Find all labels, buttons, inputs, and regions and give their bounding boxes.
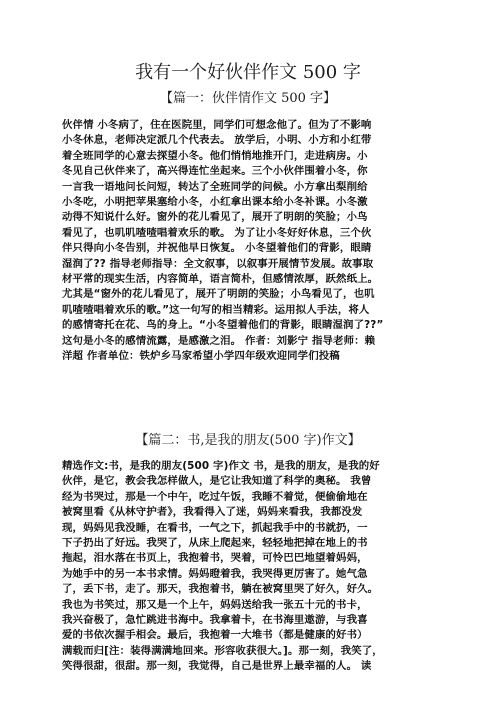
- text-line: 伙伴，是它，教会我怎样做人，是它让我知道了科学的奥秘。 我曾: [62, 475, 372, 488]
- text-line: 了，丢下书，走了。那天，我抱着书，躺在被窝里哭了好久，好久。: [62, 583, 379, 596]
- section-body-2: [62, 459, 434, 675]
- section-heading-2: 【篇二：书,是我的朋友(500 字)作文】: [135, 433, 361, 448]
- text-line: 经为书哭过，那是一个中午，吃过午饭，我睡不着觉，便偷偷地在: [62, 490, 368, 503]
- text-line: 洋超 作者单位：铁炉乡马家希望小学四年级欢迎同学们投稿: [62, 350, 340, 363]
- text-line: 笑得很甜，很甜。那一刻，我觉得，自己是世界上最幸福的人。 读: [62, 660, 372, 673]
- text-line: 现，妈妈见我没睡，在看书，一气之下，抓起我手中的书就扔，一: [62, 521, 368, 534]
- text-line: 下子扔出了好远。我哭了，从床上爬起来，轻轻地把掉在地上的书: [62, 537, 368, 550]
- text-line: 叽喳喳唱着欢乐的歌。”这一句写的相当精彩。运用拟人手法，将人: [62, 303, 370, 316]
- text-line: 这句是小冬的感情流露，是感激之泪。 作者：刘影宁 指导老师：赖: [62, 334, 376, 347]
- text-line: 伴只得向小冬告别，并祝他早日恢复。 小冬望着他们的背影，眼睛: [62, 242, 372, 255]
- text-line: 看见了，也叽叽喳喳唱着欢乐的歌。 为了让小冬好好休息，三个伙: [62, 226, 372, 239]
- text-line: 小冬吃，小明把苹果塞给小冬，小红拿出课本给小冬补课。小冬激: [62, 196, 368, 209]
- text-line: 小冬休息，老师决定派几个代表去。 放学后，小明、小方和小红带: [62, 134, 372, 147]
- text-line: 的感情寄托在花、鸟的身上。“小冬望着他们的背影，眼睛湿润了??”: [62, 319, 384, 332]
- text-line: 动得不知说什么好。窗外的花儿看见了，展开了明朗的笑脸；小鸟: [62, 211, 368, 224]
- text-line: 着全班同学的心意去探望小冬。他们悄悄地推开门，走进病房。小: [62, 149, 368, 162]
- text-line: 我兴奋极了，急忙跳进书海中。我拿着卡，在书海里遨游，与我喜: [62, 614, 368, 627]
- text-line: 被窝里看《从林守护者》，我看得入了迷，妈妈来看我，我都没发: [62, 506, 363, 519]
- text-line: 为她手中的另一本书求情。妈妈瞪着我，我哭得更厉害了。她气急: [62, 567, 368, 580]
- text-line: 冬见自己伙伴来了，高兴得连忙坐起来。三个小伙伴围着小冬，你: [62, 165, 368, 178]
- text-line: 拖起，泪水落在书页上，我抱着书，哭着，可怜巴巴地望着妈妈，: [62, 552, 368, 565]
- section-body-1: [62, 118, 434, 365]
- text-line: 精选作文:书，是我的朋友(500 字)作文 书，是我的朋友，是我的好: [62, 460, 380, 472]
- text-line: 湿润了?? 指导老师指导：全文叙事，以叙事开展情节发展。故事取: [62, 257, 374, 270]
- text-line: 伙伴情 小冬病了，住在医院里，同学们可想念他了。但为了不影响: [62, 119, 372, 131]
- document-title: 我有一个好伙伴作文 500 字: [135, 62, 361, 83]
- section-heading-1: 【篇一：伙伴情作文 500 字】: [159, 91, 337, 106]
- text-line: 一言我一语地问长问短，转达了全班同学的问候。小方拿出梨削给: [62, 180, 368, 193]
- text-line: 材平常的现实生活，内容简单，语言简朴，但感情浓厚，跃然纸上。: [62, 273, 379, 286]
- text-line: 尤其是“窗外的花儿看见了，展开了明朗的笑脸；小鸟看见了，也叽: [62, 288, 375, 301]
- text-line: 我也为书笑过，那又是一个上午，妈妈送给我一张五十元的书卡，: [62, 598, 368, 611]
- text-line: 爱的书依次握手相会。最后，我抱着一大堆书（都是健康的好书）: [62, 629, 368, 642]
- text-line: 满载而归[注：装得满满地回来。形容收获很大。]。那一刻，我笑了，: [62, 644, 383, 657]
